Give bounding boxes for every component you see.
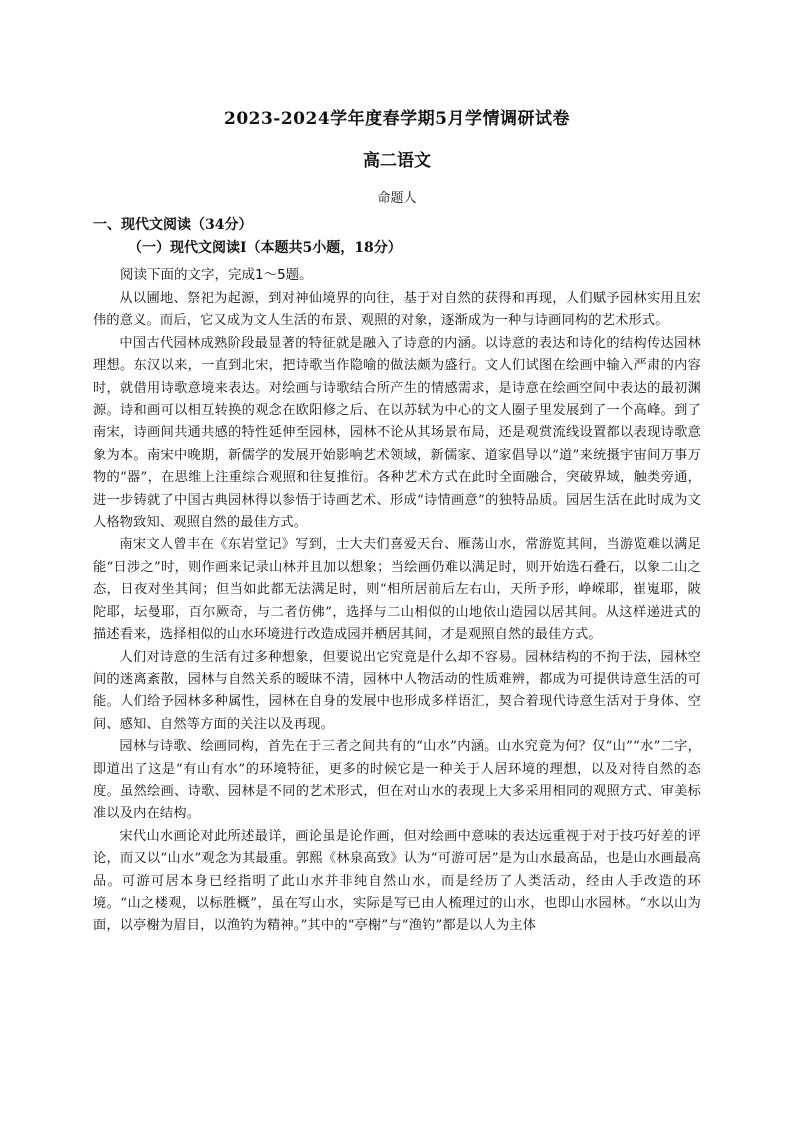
section-heading: 一、现代文阅读（34分） xyxy=(93,217,253,233)
passage-paragraph: 中国古代园林成熟阶段最显著的特征就是融入了诗意的内涵。以诗意的表达和诗化的结构传达园林理想。东汉以来，一直到北宋，把诗歌当作隐喻的做法颇为盛行。文人们试图在绘画中输入严肃的内容时，就借用诗歌意境来表达。对绘画与诗歌结合所产生的情感需求，是诗意在绘画空间中表达的最初渊源。诗和画可以相互转换的观念在欧阳修之后、在以苏轼为中心的文人圈子里发展到了一个高峰。到了南宋，诗画间共通共感的特性延伸至园林，园林不论从其场景布局，还是观赏流线设置都以表现诗歌意象为本。南宋中晚期，新儒学的发展开始影响艺术领域，新儒家、道家倡导以“道”来统摄宇宙间万事万物的“器”，在思维上注重综合观照和往复推衍。各种艺术方式在此时全面融合，突破界域，触类旁通，进一步铸就了中国古典园林得以参悟于诗画艺术、形成“诗情画意”的独特品质。园居生活在此时成为文人格物致知、观照自然的最佳方式。 xyxy=(93,335,701,531)
passage-paragraph: 从以圃地、祭祀为起源，到对神仙境界的向往，基于对自然的获得和再现，人们赋予园林实用且宏伟的意义。而后，它又成为文人生活的布景、观照的对象，逐渐成为一种与诗画同构的艺术形式。 xyxy=(93,291,701,329)
subsection-heading: （一）现代文阅读Ⅰ（本题共5小题，18分） xyxy=(128,240,402,256)
passage-paragraph: 宋代山水画论对此所述最详，画论虽是论作画，但对绘画中意味的表达远重视于对于技巧好差的评论，而又以“山水”观念为其最重。郭熙《林泉高致》认为“可游可居”是为山水最高品，也是山水画最高品。可游可居本身已经指明了此山水并非纯自然山水，而是经历了人类活动，经由人手改造的环境。“山之楼观，以标胜概”，虽在写山水，实际是写已由人梳理过的山水，也即山水园林。“水以山为面，以亭榭为眉目，以渔钓为精神。”其中的“亭榭”与“渔钓”都是以人为主体 xyxy=(93,828,701,934)
author-label: 命题人 xyxy=(377,191,417,206)
passage xyxy=(93,288,701,938)
subject-title: 高二语文 xyxy=(363,151,431,171)
passage-paragraph: 园林与诗歌、绘画同构，首先在于三者之间共有的“山水”内涵。山水究竟为何？仅“山”“水”二字，即道出了这是“有山有水”的环境特征，更多的时候它是一种关于人居环境的理想，以及对待自然的态度。虽然绘画、诗歌、园林是不同的艺术形式，但在对山水的表现上大多采用相同的观照方式、审美标准以及内在结构。 xyxy=(93,739,701,822)
passage-paragraph: 南宋文人曾丰在《东岩堂记》写到，士大夫们喜爱天台、雁荡山水，常游览其间，当游览难以满足能“日涉之”时，则作画来记录山林并且加以想象；当绘画仍难以满足时，则开始选石叠石，以象二山之态，日夜对坐其间；但当如此都无法满足时，则“相所居前后左右山，天所予形，峥嵘耶，崔嵬耶，陂陀耶，坛曼耶，百尔厥奇，与二者仿佛”，选择与二山相似的山地依山造园以居其间。从这样递进式的描述看来，选择相似的山水环境进行改造成园并栖居其间，才是观照自然的最佳方式。 xyxy=(93,537,701,643)
exam-title: 2023-2024学年度春学期5月学情调研试卷 xyxy=(223,109,570,129)
passage-paragraph: 人们对诗意的生活有过多种想象，但要说出它究竟是什么却不容易。园林结构的不拘于法，园林空间的迷离紊散，园林与自然关系的暧昧不清，园林中人物活动的性质难辨，都成为可提供诗意生活的可能。人们给予园林多种属性，园林在自身的发展中也形成多样语汇，契合着现代诗意生活对于身体、空间、感知、自然等方面的关注以及再现。 xyxy=(93,649,701,732)
reading-instruction: 阅读下面的文字，完成1～5题。 xyxy=(120,267,313,283)
